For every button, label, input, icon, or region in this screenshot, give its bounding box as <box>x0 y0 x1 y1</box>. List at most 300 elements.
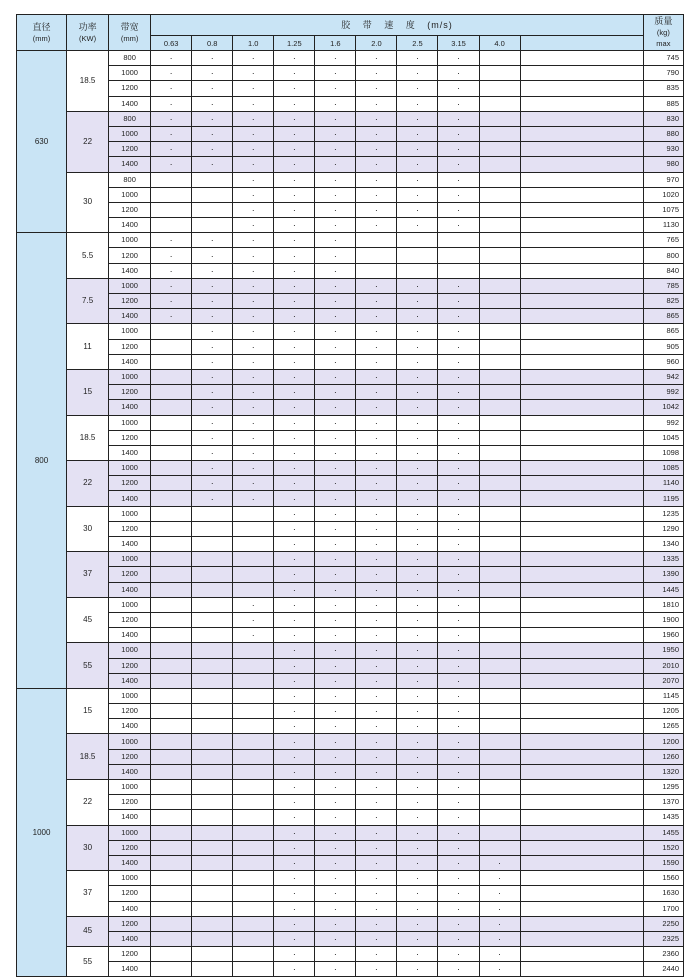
blank-cell <box>520 461 643 476</box>
speed-available-mark: · <box>438 704 479 719</box>
speed-available-mark: · <box>315 81 356 96</box>
speed-available-mark: · <box>192 430 233 445</box>
speed-available-mark: · <box>356 400 397 415</box>
speed-available-mark: · <box>315 294 356 309</box>
speed-available-mark: · <box>438 825 479 840</box>
mass-cell: 2010 <box>643 658 683 673</box>
speed-cell <box>233 719 274 734</box>
speed-cell <box>151 202 192 217</box>
blank-cell <box>520 612 643 627</box>
speed-available-mark: · <box>479 916 520 931</box>
mass-cell: 790 <box>643 66 683 81</box>
mass-cell: 1590 <box>643 855 683 870</box>
speed-available-mark: · <box>315 461 356 476</box>
speed-available-mark: · <box>397 400 438 415</box>
speed-available-mark: · <box>397 111 438 126</box>
beltwidth-cell: 1400 <box>109 491 151 506</box>
power-label: 功率 <box>78 21 97 32</box>
speed-cell <box>192 658 233 673</box>
speed-cell <box>151 825 192 840</box>
speed-cell <box>479 248 520 263</box>
diameter-cell: 630 <box>17 51 67 233</box>
speed-available-mark: · <box>315 96 356 111</box>
speed-available-mark: · <box>438 142 479 157</box>
speed-available-mark: · <box>397 294 438 309</box>
beltwidth-cell: 1000 <box>109 871 151 886</box>
speed-cell <box>479 202 520 217</box>
beltwidth-cell: 1400 <box>109 810 151 825</box>
blank-cell <box>520 66 643 81</box>
speed-available-mark: · <box>397 931 438 946</box>
blank-cell <box>520 567 643 582</box>
speed-available-mark: · <box>438 764 479 779</box>
speed-available-mark: · <box>479 855 520 870</box>
speed-cell <box>151 901 192 916</box>
speed-available-mark: · <box>274 142 315 157</box>
table-row <box>17 354 684 369</box>
blank-cell <box>520 810 643 825</box>
speed-available-mark: · <box>151 111 192 126</box>
speed-cell <box>479 597 520 612</box>
speed-available-mark: · <box>274 521 315 536</box>
speed-cell <box>192 567 233 582</box>
speed-available-mark: · <box>274 855 315 870</box>
speed-cell <box>233 840 274 855</box>
speed-label: 胶 带 速 度 <box>341 19 420 30</box>
beltwidth-cell: 1200 <box>109 658 151 673</box>
speed-cell <box>233 582 274 597</box>
speed-available-mark: · <box>397 734 438 749</box>
speed-cell <box>479 66 520 81</box>
speed-available-mark: · <box>356 309 397 324</box>
speed-available-mark: · <box>356 582 397 597</box>
speed-cell <box>151 688 192 703</box>
table-row <box>17 764 684 779</box>
speed-cell <box>192 582 233 597</box>
speed-available-mark: · <box>315 840 356 855</box>
speed-available-mark: · <box>356 126 397 141</box>
mass-cell: 865 <box>643 309 683 324</box>
speed-available-mark: · <box>233 202 274 217</box>
mass-cell: 960 <box>643 354 683 369</box>
speed-cell <box>151 339 192 354</box>
speed-available-mark: · <box>315 521 356 536</box>
speed-available-mark: · <box>274 552 315 567</box>
speed-available-mark: · <box>356 506 397 521</box>
speed-available-mark: · <box>151 157 192 172</box>
speed-available-mark: · <box>233 476 274 491</box>
speed-available-mark: · <box>438 324 479 339</box>
speed-available-mark: · <box>397 628 438 643</box>
speed-available-mark: · <box>356 567 397 582</box>
speed-cell <box>479 749 520 764</box>
speed-value-header: 1.0 <box>233 36 274 51</box>
speed-available-mark: · <box>356 354 397 369</box>
speed-available-mark: · <box>397 795 438 810</box>
speed-available-mark: · <box>315 248 356 263</box>
speed-available-mark: · <box>438 172 479 187</box>
speed-available-mark: · <box>438 658 479 673</box>
blank-cell <box>520 476 643 491</box>
speed-value-header: 0.63 <box>151 36 192 51</box>
blank-cell <box>520 552 643 567</box>
blank-cell <box>520 643 643 658</box>
speed-available-mark: · <box>233 263 274 278</box>
speed-available-mark: · <box>397 886 438 901</box>
speed-available-mark: · <box>315 491 356 506</box>
speed-available-mark: · <box>192 369 233 384</box>
speed-available-mark: · <box>397 537 438 552</box>
mass-cell: 1295 <box>643 780 683 795</box>
speed-cell <box>151 506 192 521</box>
speed-available-mark: · <box>315 855 356 870</box>
beltwidth-cell: 1200 <box>109 567 151 582</box>
speed-available-mark: · <box>315 886 356 901</box>
speed-cell <box>479 491 520 506</box>
speed-available-mark: · <box>315 218 356 233</box>
blank-cell <box>520 415 643 430</box>
speed-available-mark: · <box>151 248 192 263</box>
speed-cell <box>479 369 520 384</box>
speed-available-mark: · <box>438 278 479 293</box>
mass-cell: 800 <box>643 248 683 263</box>
speed-available-mark: · <box>397 552 438 567</box>
speed-cell <box>479 719 520 734</box>
speed-header <box>151 15 644 36</box>
speed-cell <box>151 187 192 202</box>
speed-cell <box>233 947 274 962</box>
speed-cell <box>151 552 192 567</box>
speed-available-mark: · <box>438 461 479 476</box>
speed-cell <box>151 795 192 810</box>
blank-cell <box>520 324 643 339</box>
speed-available-mark: · <box>274 51 315 66</box>
speed-cell <box>233 749 274 764</box>
speed-available-mark: · <box>397 704 438 719</box>
speed-cell <box>151 400 192 415</box>
speed-cell <box>233 704 274 719</box>
beltwidth-cell: 1400 <box>109 901 151 916</box>
speed-available-mark: · <box>315 719 356 734</box>
blank-cell <box>520 278 643 293</box>
blank-cell <box>520 871 643 886</box>
speed-cell <box>233 780 274 795</box>
speed-available-mark: · <box>315 871 356 886</box>
speed-available-mark: · <box>274 202 315 217</box>
table-row <box>17 430 684 445</box>
speed-available-mark: · <box>192 51 233 66</box>
blank-cell <box>520 96 643 111</box>
speed-available-mark: · <box>438 567 479 582</box>
speed-available-mark: · <box>438 202 479 217</box>
speed-available-mark: · <box>274 582 315 597</box>
speed-cell <box>397 233 438 248</box>
beltwidth-cell: 1000 <box>109 233 151 248</box>
speed-available-mark: · <box>274 369 315 384</box>
speed-available-mark: · <box>356 688 397 703</box>
speed-cell <box>479 111 520 126</box>
blank-cell <box>520 369 643 384</box>
speed-available-mark: · <box>233 233 274 248</box>
speed-available-mark: · <box>274 81 315 96</box>
speed-available-mark: · <box>438 931 479 946</box>
beltwidth-cell: 1000 <box>109 506 151 521</box>
table-row <box>17 825 684 840</box>
beltwidth-cell: 1000 <box>109 780 151 795</box>
table-row <box>17 810 684 825</box>
speed-available-mark: · <box>274 339 315 354</box>
mass-cell: 1145 <box>643 688 683 703</box>
speed-available-mark: · <box>438 537 479 552</box>
speed-cell <box>192 962 233 977</box>
speed-value-header: 1.6 <box>315 36 356 51</box>
speed-cell <box>356 263 397 278</box>
speed-available-mark: · <box>274 294 315 309</box>
beltwidth-cell: 1000 <box>109 643 151 658</box>
speed-available-mark: · <box>192 385 233 400</box>
beltwidth-cell: 1000 <box>109 324 151 339</box>
power-cell: 55 <box>67 643 109 689</box>
table-header <box>17 15 684 51</box>
speed-cell <box>151 172 192 187</box>
speed-available-mark: · <box>438 855 479 870</box>
speed-cell <box>192 218 233 233</box>
mass-header <box>643 15 683 51</box>
speed-available-mark: · <box>274 612 315 627</box>
speed-cell <box>479 96 520 111</box>
mass-cell: 1205 <box>643 704 683 719</box>
speed-cell <box>479 764 520 779</box>
speed-available-mark: · <box>397 871 438 886</box>
speed-available-mark: · <box>315 552 356 567</box>
speed-cell <box>233 916 274 931</box>
speed-available-mark: · <box>233 81 274 96</box>
speed-cell <box>233 931 274 946</box>
beltwidth-cell: 1000 <box>109 369 151 384</box>
speed-cell <box>479 445 520 460</box>
table-row <box>17 66 684 81</box>
speed-available-mark: · <box>438 339 479 354</box>
mass-cell: 1020 <box>643 187 683 202</box>
speed-available-mark: · <box>274 749 315 764</box>
speed-cell <box>151 947 192 962</box>
speed-available-mark: · <box>397 643 438 658</box>
speed-cell <box>192 521 233 536</box>
beltwidth-cell: 1200 <box>109 521 151 536</box>
mass-cell: 1265 <box>643 719 683 734</box>
speed-available-mark: · <box>397 126 438 141</box>
mass-cell: 1085 <box>643 461 683 476</box>
mass-cell: 1900 <box>643 612 683 627</box>
speed-value-header: 4.0 <box>479 36 520 51</box>
speed-cell <box>479 142 520 157</box>
power-unit: (KW) <box>79 33 97 43</box>
speed-available-mark: · <box>233 218 274 233</box>
table-row <box>17 704 684 719</box>
speed-cell <box>151 491 192 506</box>
mass-cell: 2360 <box>643 947 683 962</box>
mass-cell: 1630 <box>643 886 683 901</box>
speed-cell <box>192 855 233 870</box>
mass-cell: 2440 <box>643 962 683 977</box>
speed-available-mark: · <box>438 294 479 309</box>
mass-cell: 825 <box>643 294 683 309</box>
speed-cell <box>479 430 520 445</box>
speed-available-mark: · <box>356 825 397 840</box>
speed-available-mark: · <box>356 142 397 157</box>
speed-available-mark: · <box>192 248 233 263</box>
speed-available-mark: · <box>438 369 479 384</box>
speed-available-mark: · <box>274 597 315 612</box>
power-cell: 22 <box>67 111 109 172</box>
speed-available-mark: · <box>397 430 438 445</box>
diameter-label: 直径 <box>32 21 51 32</box>
speed-available-mark: · <box>356 855 397 870</box>
table-row <box>17 369 684 384</box>
speed-available-mark: · <box>274 901 315 916</box>
beltwidth-cell: 1400 <box>109 218 151 233</box>
speed-cell <box>192 537 233 552</box>
blank-cell <box>520 218 643 233</box>
speed-available-mark: · <box>438 795 479 810</box>
speed-available-mark: · <box>315 643 356 658</box>
speed-available-mark: · <box>315 506 356 521</box>
table-row <box>17 202 684 217</box>
speed-cell <box>233 567 274 582</box>
power-cell: 18.5 <box>67 734 109 780</box>
beltwidth-cell: 1400 <box>109 582 151 597</box>
speed-available-mark: · <box>233 354 274 369</box>
blank-cell <box>520 947 643 962</box>
blank-cell <box>520 81 643 96</box>
mass-cell: 1140 <box>643 476 683 491</box>
mass-cell: 1700 <box>643 901 683 916</box>
blank-cell <box>520 521 643 536</box>
speed-available-mark: · <box>356 339 397 354</box>
speed-cell <box>233 901 274 916</box>
speed-available-mark: · <box>397 202 438 217</box>
speed-available-mark: · <box>315 445 356 460</box>
beltwidth-cell: 800 <box>109 111 151 126</box>
beltwidth-cell: 1200 <box>109 886 151 901</box>
speed-cell <box>479 278 520 293</box>
speed-available-mark: · <box>233 278 274 293</box>
speed-value-header: 3.15 <box>438 36 479 51</box>
table-row <box>17 521 684 536</box>
mass-cell: 1195 <box>643 491 683 506</box>
speed-cell <box>192 840 233 855</box>
speed-cell <box>151 855 192 870</box>
beltwidth-cell: 1000 <box>109 597 151 612</box>
beltwidth-cell: 1200 <box>109 81 151 96</box>
speed-available-mark: · <box>438 400 479 415</box>
pulley-spec-table <box>16 14 684 977</box>
mass-cell: 1370 <box>643 795 683 810</box>
speed-available-mark: · <box>274 795 315 810</box>
speed-available-mark: · <box>397 947 438 962</box>
speed-available-mark: · <box>356 658 397 673</box>
beltwidth-cell: 1000 <box>109 66 151 81</box>
speed-available-mark: · <box>151 142 192 157</box>
speed-available-mark: · <box>356 81 397 96</box>
speed-available-mark: · <box>356 810 397 825</box>
speed-available-mark: · <box>438 157 479 172</box>
speed-available-mark: · <box>233 430 274 445</box>
speed-cell <box>479 780 520 795</box>
speed-available-mark: · <box>397 825 438 840</box>
speed-available-mark: · <box>315 597 356 612</box>
mass-cell: 1340 <box>643 537 683 552</box>
beltwidth-unit: (mm) <box>120 33 139 43</box>
speed-cell <box>233 764 274 779</box>
table-row <box>17 81 684 96</box>
speed-cell <box>192 704 233 719</box>
speed-value-header: 2.0 <box>356 36 397 51</box>
blank-cell <box>520 840 643 855</box>
mass-cell: 1520 <box>643 840 683 855</box>
mass-cell: 1235 <box>643 506 683 521</box>
speed-cell <box>479 658 520 673</box>
speed-available-mark: · <box>356 840 397 855</box>
speed-cell <box>233 688 274 703</box>
speed-cell <box>397 263 438 278</box>
speed-cell <box>151 218 192 233</box>
speed-available-mark: · <box>233 187 274 202</box>
speed-cell <box>233 886 274 901</box>
speed-cell <box>479 51 520 66</box>
table-row <box>17 840 684 855</box>
speed-cell <box>479 628 520 643</box>
speed-available-mark: · <box>192 491 233 506</box>
speed-available-mark: · <box>356 886 397 901</box>
speed-cell <box>479 643 520 658</box>
speed-cell <box>151 673 192 688</box>
speed-available-mark: · <box>233 126 274 141</box>
speed-available-mark: · <box>397 719 438 734</box>
speed-cell <box>479 218 520 233</box>
speed-available-mark: · <box>233 597 274 612</box>
mass-cell: 885 <box>643 96 683 111</box>
speed-available-mark: · <box>315 278 356 293</box>
speed-available-mark: · <box>356 187 397 202</box>
power-cell: 5.5 <box>67 233 109 279</box>
speed-available-mark: · <box>356 491 397 506</box>
beltwidth-cell: 1400 <box>109 96 151 111</box>
speed-available-mark: · <box>274 476 315 491</box>
speed-available-mark: · <box>356 719 397 734</box>
speed-cell <box>479 263 520 278</box>
speed-available-mark: · <box>233 339 274 354</box>
speed-available-mark: · <box>397 66 438 81</box>
speed-cell <box>151 719 192 734</box>
speed-available-mark: · <box>274 278 315 293</box>
speed-available-mark: · <box>274 719 315 734</box>
table-row <box>17 96 684 111</box>
speed-available-mark: · <box>438 901 479 916</box>
speed-cell <box>192 901 233 916</box>
speed-cell <box>479 400 520 415</box>
beltwidth-cell: 1200 <box>109 430 151 445</box>
speed-cell <box>233 521 274 536</box>
speed-available-mark: · <box>438 96 479 111</box>
speed-available-mark: · <box>438 521 479 536</box>
speed-available-mark: · <box>315 537 356 552</box>
speed-available-mark: · <box>438 506 479 521</box>
speed-available-mark: · <box>438 81 479 96</box>
speed-available-mark: · <box>274 825 315 840</box>
speed-available-mark: · <box>233 157 274 172</box>
speed-available-mark: · <box>356 537 397 552</box>
